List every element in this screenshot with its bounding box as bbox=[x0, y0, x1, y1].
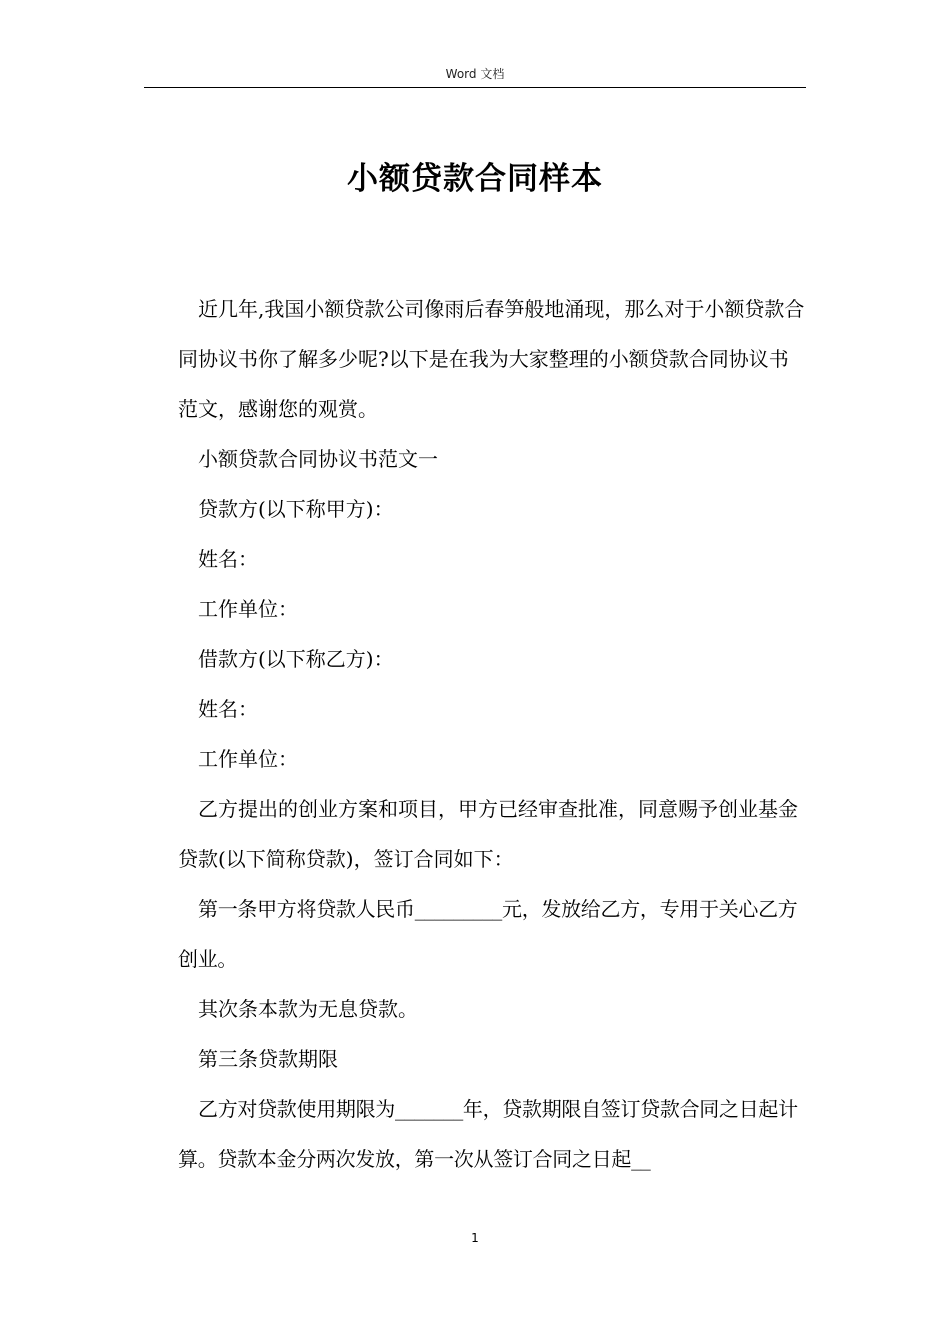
paragraph-article-2: 其次条本款为无息贷款。 bbox=[198, 997, 418, 1021]
paragraph-borrower-employer: 工作单位： bbox=[198, 747, 298, 771]
paragraph-borrower-name: 姓名： bbox=[198, 697, 258, 721]
paragraph-lender-name: 姓名： bbox=[198, 547, 258, 571]
paragraph-section-heading: 小额贷款合同协议书范文一 bbox=[198, 447, 438, 471]
paragraph-lender: 贷款方(以下称甲方)： bbox=[198, 497, 394, 521]
page-number: 1 bbox=[471, 1231, 479, 1245]
document-body bbox=[178, 284, 808, 1184]
paragraph-lender-employer: 工作单位： bbox=[198, 597, 298, 621]
paragraph-article-3-body: 乙方对贷款使用期限为_______年，贷款期限自签订贷款合同之日起计算。贷款本金分两次发放，第一次从签订合同之日起__ bbox=[178, 1097, 798, 1171]
paragraph-borrower: 借款方(以下称乙方)： bbox=[198, 647, 394, 671]
paragraph-agreement: 乙方提出的创业方案和项目，甲方已经审查批准，同意赐予创业基金贷款(以下简称贷款)，签订合同如下： bbox=[178, 797, 798, 871]
header-divider bbox=[144, 87, 806, 88]
header-label: Word 文档 bbox=[445, 67, 505, 81]
paragraph-article-1: 第一条甲方将贷款人民币_________元，发放给乙方，专用于关心乙方创业。 bbox=[178, 897, 798, 971]
paragraph-article-3-heading: 第三条贷款期限 bbox=[198, 1047, 338, 1071]
document-title: 小额贷款合同样本 bbox=[347, 161, 603, 197]
paragraph-intro: 近几年,我国小额贷款公司像雨后春笋般地涌现，那么对于小额贷款合同协议书你了解多少呢?以下是在我为大家整理的小额贷款合同协议书范文，感谢您的观赏。 bbox=[178, 297, 805, 421]
